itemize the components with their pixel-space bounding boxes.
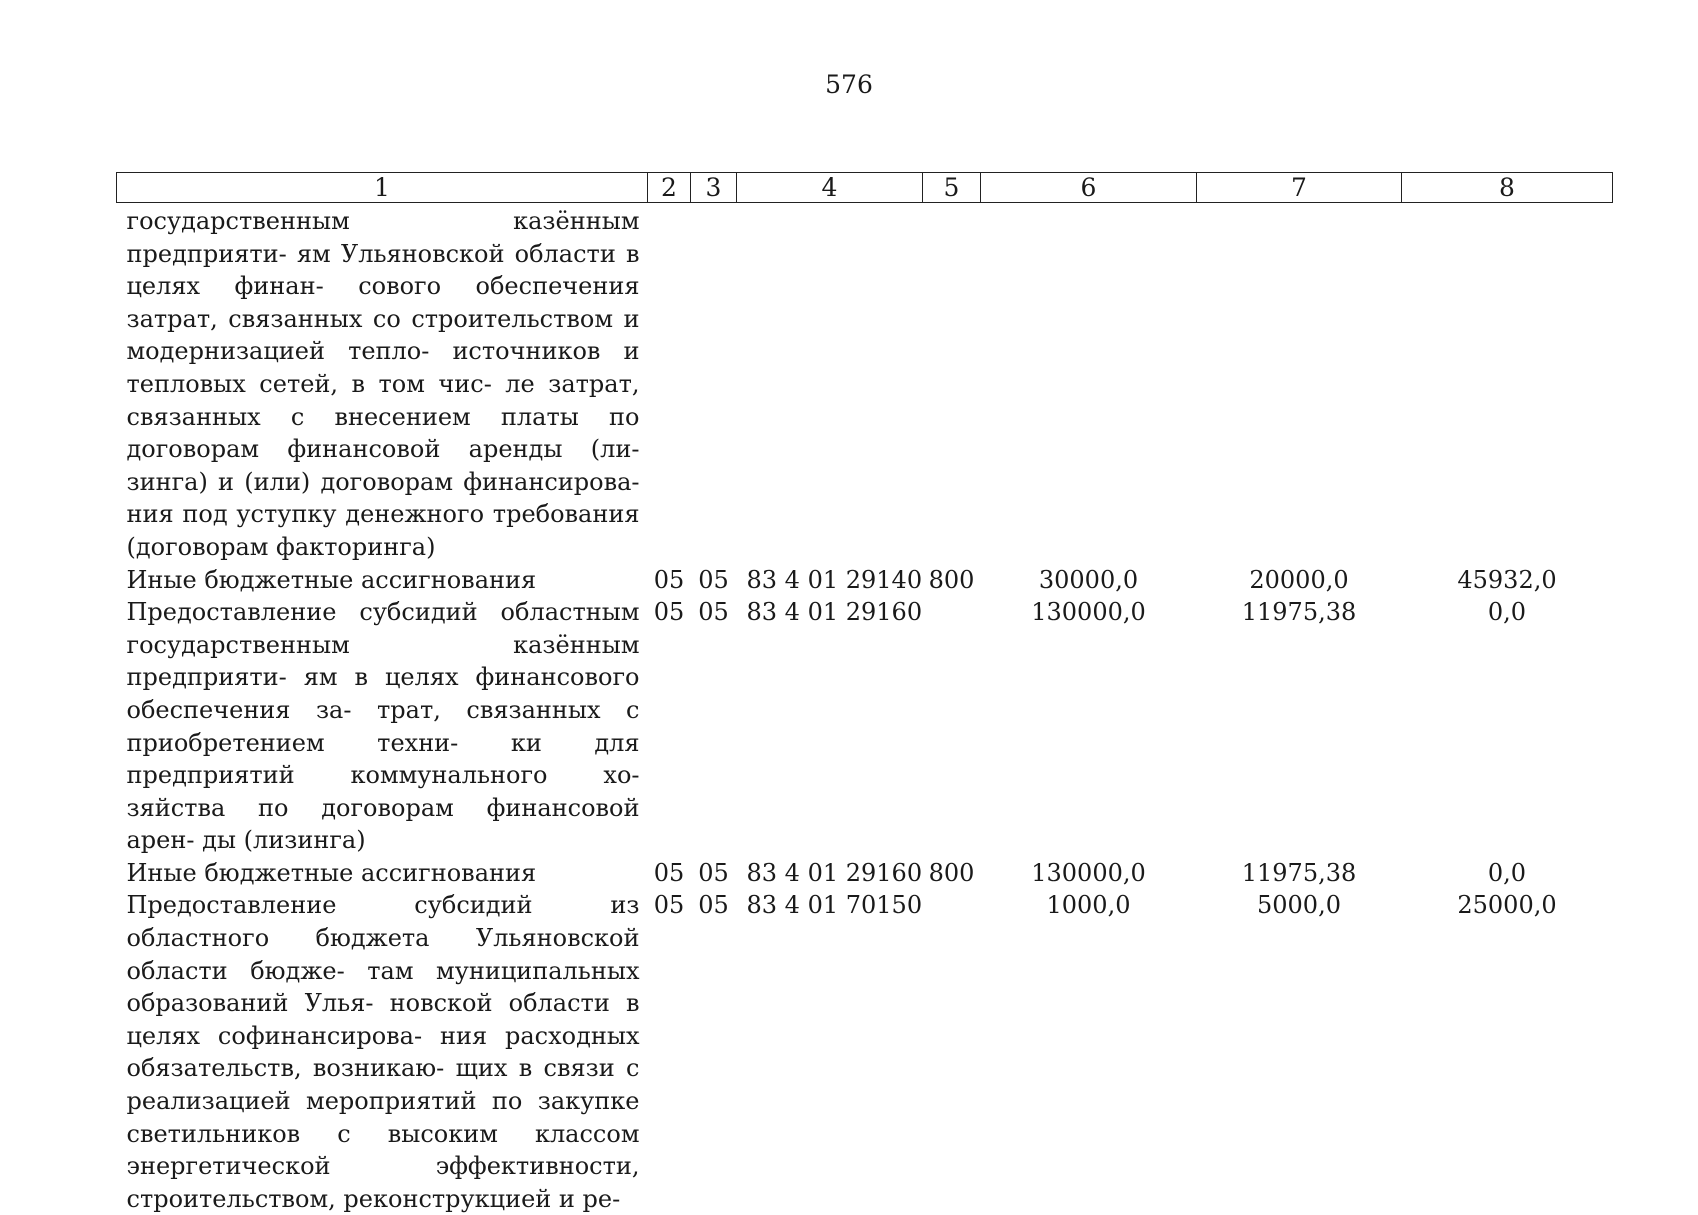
header-col-8: 8	[1402, 173, 1613, 203]
description-line: Иные бюджетные ассигнования	[127, 859, 537, 887]
description-line: источников и тепловых сетей, в том чис-	[127, 337, 640, 398]
amount-col-6: 1000,0	[981, 889, 1197, 1215]
description-line: ле затрат, связанных с внесением платы	[127, 370, 640, 431]
description-line: классом энергетической эффективности,	[127, 1120, 640, 1181]
table-row	[117, 889, 1613, 1215]
amount-col-8: 0,0	[1402, 857, 1613, 890]
description-line: зяйства по договорам финансовой арен-	[127, 794, 640, 855]
amount-col-8: 25000,0	[1402, 889, 1613, 1215]
description-line: ки для предприятий коммунального хо-	[127, 729, 640, 790]
amount-col-7: 11975,38	[1197, 857, 1402, 890]
header-col-2: 2	[648, 173, 691, 203]
section-code: 05	[648, 857, 691, 890]
description-line: новской области в целях софинансирова-	[127, 989, 640, 1050]
table-row	[117, 205, 1613, 564]
description-line: Предоставление субсидий из областного	[127, 891, 640, 952]
amount-col-8	[1402, 205, 1613, 564]
expense-type-code: 800	[923, 857, 981, 890]
description-line: по закупке светильников с высоким	[127, 1087, 640, 1148]
page-number: 576	[0, 70, 1698, 100]
row-description	[117, 564, 648, 597]
table-row	[117, 564, 1613, 597]
description-line: государственным казённым предприяти-	[127, 631, 640, 692]
section-code	[648, 205, 691, 564]
target-article-code: 83 4 01 29160	[737, 857, 923, 890]
amount-col-6	[981, 205, 1197, 564]
description-line: государственным казённым предприяти-	[127, 207, 640, 268]
subsection-code: 05	[691, 857, 737, 890]
description-line: (договорам факторинга)	[127, 533, 436, 561]
row-description	[117, 596, 648, 857]
expense-type-code: 800	[923, 564, 981, 597]
target-article-code: 83 4 01 70150	[737, 889, 923, 1215]
expense-type-code	[923, 205, 981, 564]
header-col-5: 5	[923, 173, 981, 203]
subsection-code: 05	[691, 564, 737, 597]
expense-type-code	[923, 596, 981, 857]
description-line: ям в целях финансового обеспечения за-	[127, 663, 640, 724]
amount-col-6: 130000,0	[981, 596, 1197, 857]
header-row	[117, 173, 1613, 203]
section-code: 05	[648, 564, 691, 597]
table-body	[117, 203, 1613, 1215]
subsection-code: 05	[691, 596, 737, 857]
table-header	[117, 173, 1613, 203]
description-line: по договорам финансовой аренды (ли-	[127, 403, 640, 464]
amount-col-7: 11975,38	[1197, 596, 1402, 857]
description-line: ния расходных обязательств, возникаю-	[127, 1022, 640, 1083]
header-col-6: 6	[981, 173, 1197, 203]
target-article-code: 83 4 01 29140	[737, 564, 923, 597]
target-article-code	[737, 205, 923, 564]
description-line: сового обеспечения затрат, связанных со	[127, 272, 640, 333]
description-line: строительством и модернизацией тепло-	[127, 305, 640, 366]
amount-col-7: 20000,0	[1197, 564, 1402, 597]
description-line: там муниципальных образований Улья-	[127, 957, 640, 1018]
description-line: Предоставление субсидий областным	[127, 598, 640, 626]
description-line: ды (лизинга)	[202, 826, 365, 854]
row-description	[117, 889, 648, 1215]
description-line: трат, связанных с приобретением техни-	[127, 696, 640, 757]
header-col-7: 7	[1197, 173, 1402, 203]
description-line: Иные бюджетные ассигнования	[127, 566, 537, 594]
section-code: 05	[648, 596, 691, 857]
budget-table	[116, 172, 1613, 1215]
row-description	[117, 205, 648, 564]
header-col-4: 4	[737, 173, 923, 203]
subsection-code	[691, 205, 737, 564]
description-line: ям Ульяновской области в целях финан-	[127, 240, 640, 301]
header-col-3: 3	[691, 173, 737, 203]
subsection-code: 05	[691, 889, 737, 1215]
amount-col-6: 30000,0	[981, 564, 1197, 597]
description-line: бюджета Ульяновской области бюдже-	[127, 924, 640, 985]
amount-col-7: 5000,0	[1197, 889, 1402, 1215]
expense-type-code	[923, 889, 981, 1215]
description-line: ния под уступку денежного требования	[127, 500, 640, 528]
amount-col-7	[1197, 205, 1402, 564]
description-line: зинга) и (или) договорам финансирова-	[127, 468, 640, 496]
description-line: строительством, реконструкцией и ре-	[127, 1185, 621, 1213]
table-row	[117, 857, 1613, 890]
header-col-1: 1	[117, 173, 648, 203]
target-article-code: 83 4 01 29160	[737, 596, 923, 857]
amount-col-8: 45932,0	[1402, 564, 1613, 597]
table-row	[117, 596, 1613, 857]
description-line: щих в связи с реализацией мероприятий	[127, 1054, 640, 1115]
row-description	[117, 857, 648, 890]
amount-col-6: 130000,0	[981, 857, 1197, 890]
section-code: 05	[648, 889, 691, 1215]
amount-col-8: 0,0	[1402, 596, 1613, 857]
